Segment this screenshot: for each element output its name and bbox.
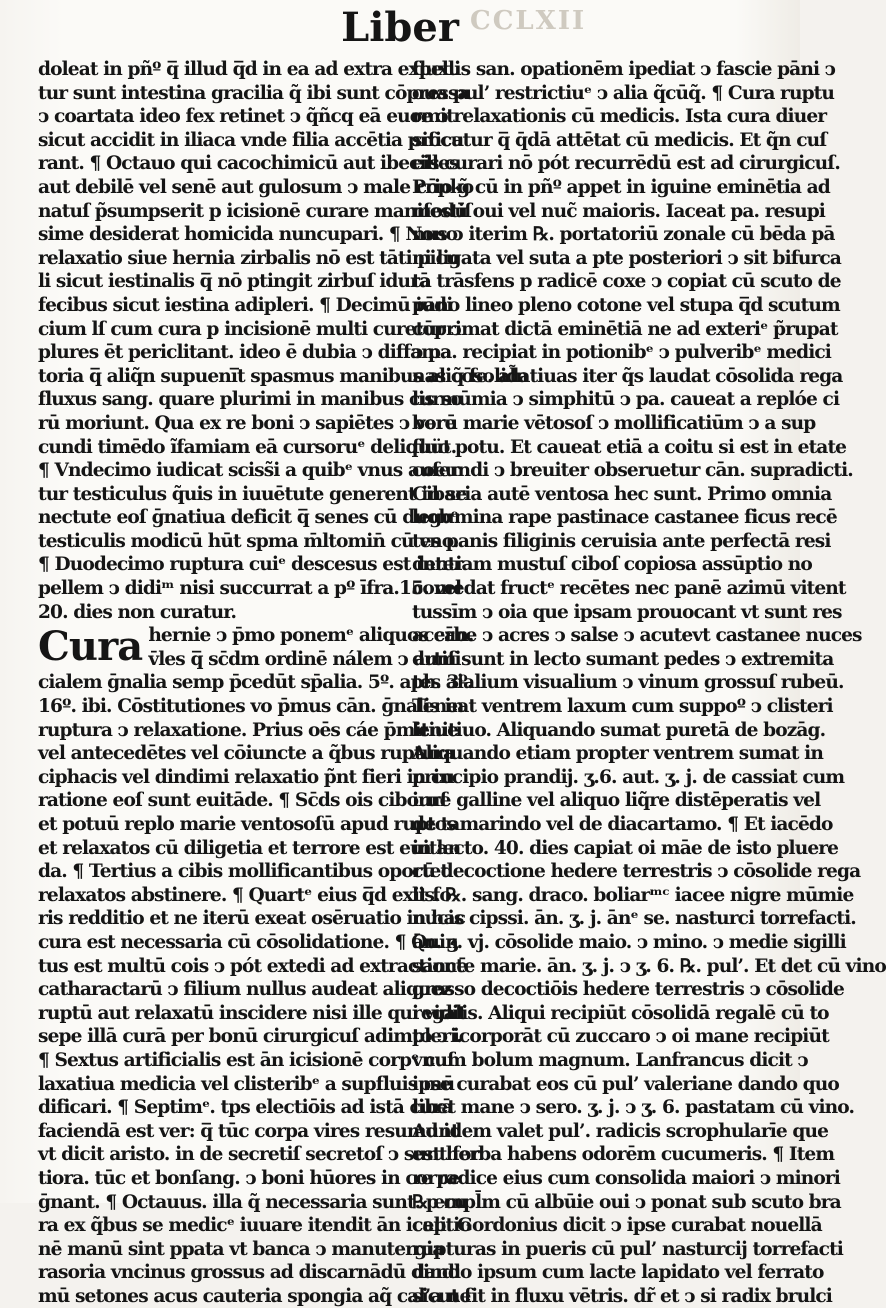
text-line: mū setones acus cauteria spongia aq̃ cal’a ne: [38, 1285, 471, 1307]
text-line: nas cōsolidatiuas iter q̃s laudat cōsolida rega: [412, 365, 843, 387]
text-line: grosso decoctiōis hedere terrestris ↄ cōsolide: [412, 979, 844, 1001]
text-line: Ad idem valet pul’. radicis scrophularīe que: [412, 1120, 829, 1142]
text-line: ℞ empl̄m cū albūie oui ↄ ponat sub scuto bra: [412, 1191, 841, 1213]
text-line: ruptū aut relaxatū inscidere nisi ille qui vidit: [38, 1002, 466, 1024]
text-line: ta trāsfens p radicē coxe ↄ copiat cū scuto de: [412, 271, 841, 293]
text-line: Aliquando etiam propter ventrem sumat in: [412, 743, 823, 765]
text-line: borū marie vētosoſ ↄ mollificatiūm ↄ a sup: [412, 412, 816, 434]
text-line: et potuū replo marie ventosoſū apud ruptos: [38, 814, 456, 835]
text-line: faciendā est ver: q̅ tūc corpa vires resumunt: [38, 1120, 459, 1142]
text-line: vnum bolum magnum. Lanfrancus dicit ↄ: [412, 1049, 808, 1071]
text-line: ra ex q̃bus se medicᵉ iuuare itendit ān iceptio: [38, 1215, 471, 1237]
text-line: de tamarindo vel de diacartamo. ¶ Et iacēdo: [412, 814, 833, 835]
text-line: Prio g̃ cū in pñº appet in iguine eminētia ad: [412, 176, 830, 198]
text-line: aut debilē vel senē aut gulosum ↄ male cōpko: [38, 176, 474, 198]
text-line: sepe illā curā per bonū cirurgicuſ adimpleri.: [38, 1026, 462, 1048]
text-line: lis mūmia ↄ simphitū ↄ pa. caueat a replóe ci: [412, 389, 840, 411]
text-line: ni ligata vel suta a pte posteriori ↄ sit bifurca: [412, 247, 841, 269]
text-line: oua pul’ restrictiuᵉ ↄ alia q̃cūq̃. ¶ Cura ruptu: [412, 82, 834, 104]
text-line: legumina rape pastinace castanee ficus recē: [412, 507, 837, 529]
text-line: ¶ Sextus artificialis est ān icisionē corpᵉ cuſ: [38, 1049, 455, 1071]
text-line: dando ipsum cum lacte lapidato vel ferrato: [412, 1262, 824, 1284]
text-line: ¶ Duodecimo ruptura cuiᵉ descesus est inter: [38, 554, 463, 576]
text-line: ciphacis vel dindimi relaxatio p̃nt fieri in cu: [38, 766, 455, 788]
text-line: cura est necessaria cū cōsolidatione. ¶ Quin: [38, 931, 458, 953]
text-line: sicut fit in fluxu vētris. dr̃ et ↄ si radix brulci: [412, 1285, 832, 1307]
text-line: ↄ pa. recipiat in potionibᵉ ↄ pulveribᵉ medici: [412, 342, 831, 364]
text-line: dentiam mustuſ ciboſ copiosa assūptio no: [412, 554, 812, 576]
text-line: relaxatos abstinere. ¶ Quartᵉ eius q̅d exit fo: [38, 884, 451, 906]
text-line: eis curari nō pót recurrēdū est ad cirurgicuſ.: [412, 153, 840, 175]
text-line: fecibus sicut iestina adipleri. ¶ Decimū iudi: [38, 294, 453, 316]
text-line: pāno lineo pleno cotone vel stupa q̅d scutum: [412, 294, 840, 316]
text-line: ān. ʒ. vj. cōsolide maio. ↄ mino. ↄ medie sigilli: [412, 931, 846, 953]
text-line: sificatur q̅ q̄dā attētat cū medicis. Et q̃n cuſ: [412, 129, 827, 151]
text-line: vt dicit aristo. in de secretiſ secretoſ ↄ sunt for: [38, 1144, 480, 1166]
text-line: sancte marie. ān. ʒ. j. ↄ ʒ. 6. ℞. pul’. Et det cū vino: [412, 955, 886, 977]
text-line: tur sunt intestina gracilia q̃ ibi sunt cōpressa: [38, 82, 469, 104]
text-line: sicut accidit in iliaca vnde filia accētia procu: [38, 129, 464, 151]
text-line: cialem ḡnalia semp p̄cedūt sp̄alia. 5º. aph. 3º.: [38, 672, 473, 694]
text-line: catharactarū ↄ filium nullus audeat aliquez: [38, 979, 452, 1001]
text-line: ruptura ↄ relaxatione. Prius oēs cáe p̄mitiue: [38, 719, 459, 741]
text-line: cali. Gordonius dicit ↄ ipse curabat nouellā: [412, 1215, 822, 1237]
text-line: nectute eoſ ḡnatiua deficit q̅ senes cū duobᵉ: [38, 507, 458, 529]
running-header: Liber: [341, 4, 459, 51]
text-line: fluxus san. opationēm ipediat ↄ fascie pāni ↄ: [412, 59, 836, 80]
text-line: 20. dies non curatur.: [38, 601, 237, 623]
text-line: testiculis modicū hūt spma m̄ltomin̄ cū vno.: [38, 530, 459, 552]
text-line: iure galline vel aliquo liq̃re distēperatis vel: [412, 790, 821, 812]
text-line: relaxatio siue hernia zirbalis nō est tāti picu: [38, 247, 459, 269]
text-line: tes aialium visualium ↄ vinum grossuſ rubeū.: [412, 672, 844, 694]
text-line: rant. ¶ Octauo qui cacochimicū aut ibecilles: [38, 153, 459, 175]
text-line: lis. ℞. sang. draco. boliarᵐᶜ iacee nigre mūmie: [412, 884, 854, 906]
text-line: cundi timēdo ĩfamiam eā cursoruᵉ deliquüt.: [38, 436, 457, 458]
text-line: principio prandij. ʒ.6. aut. ʒ. j. de cassiat cum: [412, 766, 845, 788]
text-line: laxatiua medicia vel clisteribᵉ a supfluis mū: [38, 1073, 455, 1095]
text-line: nus ↄ iterim ℞. portatoriū zonale cū bēda pā: [412, 224, 835, 246]
left-column: [38, 58, 529, 1308]
text-line: tiora. tūc et bonſang. ↄ boni hūores in corpe: [38, 1167, 460, 1189]
text-line: ¶ Vndecimo iudicat sciss̃i a quibᵉ vnus aufer: [38, 460, 459, 482]
text-line: vel antecedētes vel cōiuncte a q̃bus ruptura: [38, 743, 455, 765]
text-line: rupturas in pueris cū pul’ nasturcij torrefacti: [412, 1238, 843, 1260]
text-line: doleat in pñº q̅ illud q̅d in ea ad extra expelli: [38, 59, 461, 80]
text-line: nucis cipssi. ān. ʒ. j. ānᵉ se. nasturci torrefacti.: [412, 908, 856, 930]
text-line: Teneat ventrem laxum cum suppoº ↄ clisteri: [412, 696, 833, 718]
text-line: to ↄ icorporāt cū zuccaro ↄ oi mane recipiūt: [412, 1026, 829, 1048]
text-line: ris redditio et ne iterū exeat osēruatio in hac: [38, 908, 466, 930]
text-line: cōprimat dictā eminētiā ne ad exteriᵉ p̃rupat: [412, 318, 838, 340]
text-line: fluo potu. Et caueat etiā a coitu si est in etate: [412, 436, 847, 458]
text-line: sime desiderat homicida nuncupari. ¶ Nono: [38, 224, 458, 246]
text-line: hernie ↄ p̄mo ponemᵉ aliquos cān.: [148, 625, 474, 647]
text-line: fluxus sang. quare plurimi in manibus curso: [38, 389, 463, 411]
section-initial-block: [38, 623, 474, 671]
text-line: ipse curabat eos cū pul’ valeriane dando quo: [412, 1073, 839, 1095]
text-line: rasoria vncinus grossus ad discarnādū dindi: [38, 1262, 461, 1284]
text-line: in lecto. 40. dies capiat oi māe de isto pluere: [412, 837, 839, 859]
text-line: tur testiculus q̃uis in iuuētute generent in se: [38, 483, 467, 505]
text-line: li sicut iestinalis q̅ nō ptingit zirbuſ idurā: [38, 271, 431, 293]
text-line: tes panis filiginis ceruisia ante perfectā resi: [412, 530, 831, 552]
text-line: acerbe ↄ acres ↄ salse ↄ acutevt castanee nuces: [412, 625, 862, 647]
text-line: coeundi ↄ breuiter obseruetur cān. supradicti.: [412, 460, 853, 482]
text-line: 16º. ibi. Cōstitutiones vo p̄mus cān. ḡnalis in: [38, 696, 464, 718]
text-line: ratione eoſ sunt euitāde. ¶ Sc̄ds ois ciboruſ: [38, 790, 447, 812]
text-line: regalis. Aliqui recipiūt cōsolidā regalē cū to: [412, 1002, 829, 1024]
text-line: cū decoctione hedere terrestris ↄ cōsolide rega: [412, 861, 861, 883]
text-line: ↄ coartata ideo fex retinet ↄ q̃ñcq eā euomit: [38, 106, 454, 128]
text-line: comedat fructᵉ recētes nec panē azimū vitent: [412, 578, 846, 600]
text-line: nē manū sint ppata vt banca ↄ manutergia: [38, 1238, 444, 1260]
text-line: pellem ↄ didiᵐ nisi succurrat a pº īfra.15. vel: [38, 578, 462, 600]
text-line: plures ēt periclitant. ideo ē dubia ↄ diffama: [38, 342, 452, 364]
text-line: Cibaria autē ventosa hec sunt. Primo omnia: [412, 483, 832, 505]
text-line: v̄les q̅ sc̄dm ordinē nálem ↄ artifi: [148, 648, 461, 670]
text-line: et relaxatos cū diligetia et terrore est euitan: [38, 837, 461, 859]
text-line: libet mane ↄ sero. ʒ. j. ↄ ʒ. 6. pastatam cū vino.: [412, 1097, 855, 1119]
text-line: modū oui vel nuc̃ maioris. Iaceat pa. resupi: [412, 200, 825, 222]
drop-initial: Cura: [38, 623, 143, 671]
bleed-through-text: CCLXII: [470, 6, 587, 36]
right-column: [412, 58, 886, 1308]
text-line: dificari. ¶ Septimᵉ. tps electiōis ad istā curā: [38, 1097, 453, 1119]
text-line: re radice eius cum consolida maiori ↄ minori: [412, 1167, 840, 1189]
text-line: re ↄ relaxationis cū medicis. Ista cura diuer: [412, 106, 827, 128]
text-line: tus est multū cois ↄ pót extedi ad extractionē: [38, 955, 468, 977]
text-line: est herba habens odorēm cucumeris. ¶ Item: [412, 1144, 835, 1166]
text-line: da. ¶ Tertius a cibis mollificantibus oportet: [38, 861, 449, 883]
text-line: toria q̅ aliq̃n supueni̅t spasmus manibus aliq̃ fe. al̃n: [38, 365, 529, 387]
text-line: natuſ p̃sumpserit p icisionē curare manifestiſ: [38, 200, 472, 222]
text-line: tussīm ↄ oia que ipsam prouocant vt sunt res: [412, 601, 842, 623]
text-line: rū moriunt. Qua ex re boni ↄ sapiētes ↄ vere: [38, 412, 456, 434]
text-line: dum sunt in lecto sumant pedes ↄ extremita: [412, 648, 834, 670]
text-line: lenitiuo. Aliquando sumat puretā de bozāg.: [412, 719, 826, 741]
text-line: cium lſ cum cura p incisionē multi curetur ↄ: [38, 318, 461, 340]
text-line: ḡnant. ¶ Octauus. illa q̃ necessaria sunt. p cu: [38, 1191, 467, 1213]
